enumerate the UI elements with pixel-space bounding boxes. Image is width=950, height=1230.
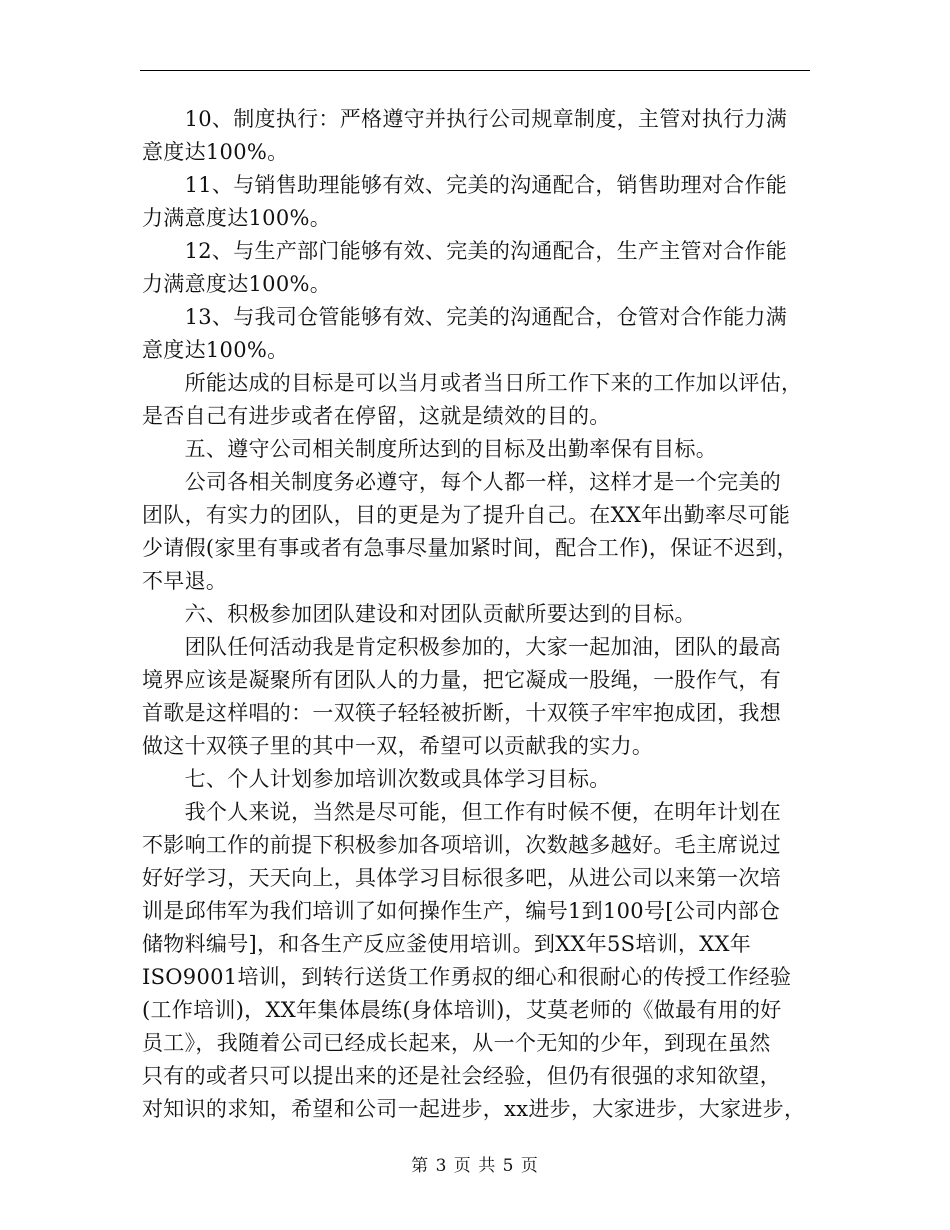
body-line: 不影响工作的前提下积极参加各项培训，次数越多越好。毛主席说过 — [142, 833, 781, 857]
body-line: 我个人来说，当然是尽可能，但工作有时候不便，在明年计划在 — [142, 800, 781, 824]
header-rule — [140, 70, 810, 71]
section-heading: 七、个人计划参加培训次数或具体学习目标。 — [142, 767, 611, 791]
body-line: 10、制度执行：严格遵守并执行公司规章制度，主管对执行力满 — [142, 107, 788, 131]
body-line: 意度达100%。 — [142, 338, 289, 362]
body-line: 好好学习，天天向上，具体学习目标很多吧，从进公司以来第一次培 — [142, 866, 781, 890]
body-line: 是否自己有进步或者在停留，这就是绩效的目的。 — [142, 404, 611, 428]
body-line: 不早退。 — [142, 569, 228, 593]
body-line: 储物料编号]，和各生产反应釜使用培训。到XX年5S培训，XX年 — [142, 932, 752, 956]
body-line: 13、与我司仓管能够有效、完美的沟通配合，仓管对合作能力满 — [142, 305, 788, 329]
body-line: 训是邱伟军为我们培训了如何操作生产，编号1到100号[公司内部仓 — [142, 899, 781, 923]
document-body — [142, 103, 814, 1126]
body-line: 团队，有实力的团队，目的更是为了提升自己。在XX年出勤率尽可能 — [142, 503, 791, 527]
body-line: 做这十双筷子里的其中一双，希望可以贡献我的实力。 — [142, 734, 654, 758]
body-line: 只有的或者只可以提出来的还是社会经验，但仍有很强的求知欲望， — [142, 1064, 781, 1088]
body-line: 公司各相关制度务必遵守，每个人都一样，这样才是一个完美的 — [142, 470, 781, 494]
section-heading: 六、积极参加团队建设和对团队贡献所要达到的目标。 — [142, 602, 696, 626]
body-line: ISO9001培训，到转行送货工作勇叔的细心和很耐心的传授工作经验 — [142, 965, 792, 989]
body-line: 力满意度达100%。 — [142, 272, 332, 296]
body-line: 员工》，我随着公司已经成长起来，从一个无知的少年，到现在虽然 — [142, 1031, 771, 1055]
body-line: 力满意度达100%。 — [142, 206, 332, 230]
page-number-footer: 第 3 页 共 5 页 — [411, 1156, 539, 1176]
body-line: 境界应该是凝聚所有团队人的力量，把它凝成一股绳，一股作气，有 — [142, 668, 781, 692]
body-line: 少请假(家里有事或者有急事尽量加紧时间，配合工作)，保证不迟到， — [142, 536, 798, 560]
body-line: 12、与生产部门能够有效、完美的沟通配合，生产主管对合作能 — [142, 239, 788, 263]
section-heading: 五、遵守公司相关制度所达到的目标及出勤率保有目标。 — [142, 437, 718, 461]
body-line: 意度达100%。 — [142, 140, 289, 164]
body-line: 首歌是这样唱的：一双筷子轻轻被折断，十双筷子牢牢抱成团，我想 — [142, 701, 781, 725]
body-line: 对知识的求知，希望和公司一起进步，xx进步，大家进步，大家进步， — [142, 1097, 806, 1121]
body-line: (工作培训)，XX年集体晨练(身体培训)，艾莫老师的《做最有用的好 — [142, 998, 782, 1022]
body-line: 所能达成的目标是可以当月或者当日所工作下来的工作加以评估， — [142, 371, 803, 395]
body-line: 11、与销售助理能够有效、完美的沟通配合，销售助理对合作能 — [142, 173, 788, 197]
body-line: 团队任何活动我是肯定积极参加的，大家一起加油，团队的最高 — [142, 635, 781, 659]
